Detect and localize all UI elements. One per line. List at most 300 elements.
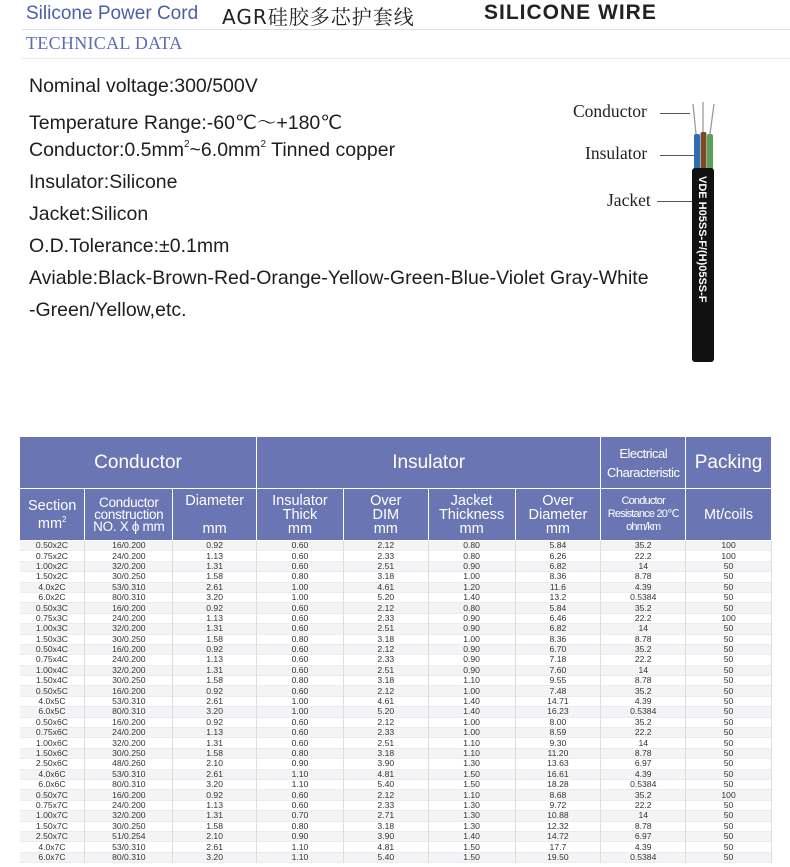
table-row bbox=[20, 644, 772, 654]
cell-jacket-thickness: 0.90 bbox=[428, 561, 515, 571]
cell-diameter: 3.20 bbox=[173, 592, 257, 602]
cell-over-dim: 2.71 bbox=[343, 811, 428, 821]
cell-section: 0.50x2C bbox=[20, 541, 85, 551]
cell-construction: 16/0.200 bbox=[85, 541, 173, 551]
section-title: TECHNICAL DATA bbox=[26, 33, 183, 53]
cell-diameter: 3.20 bbox=[173, 779, 257, 789]
table-row bbox=[20, 676, 772, 686]
cell-packing: 50 bbox=[686, 738, 772, 748]
cell-over-diameter: 7.18 bbox=[515, 655, 601, 665]
cell-jacket-thickness: 0.90 bbox=[428, 613, 515, 623]
col-construction-1: Conductor bbox=[99, 494, 159, 510]
cell-over-dim: 2.33 bbox=[343, 655, 428, 665]
cell-resistance: 0.5384 bbox=[601, 592, 686, 602]
cell-insulator-thick: 0.80 bbox=[257, 634, 344, 644]
cell-insulator-thick: 0.60 bbox=[257, 644, 344, 654]
cell-over-dim: 2.12 bbox=[343, 644, 428, 654]
cell-over-diameter: 8.00 bbox=[515, 717, 601, 727]
cell-jacket-thickness: 1.50 bbox=[428, 779, 515, 789]
cell-over-dim: 2.51 bbox=[343, 624, 428, 634]
table-body bbox=[20, 541, 772, 863]
col-over-dim-3: mm bbox=[373, 520, 398, 537]
cell-packing: 50 bbox=[686, 707, 772, 717]
col-section-2: mm bbox=[37, 515, 63, 532]
cell-section: 0.75x2C bbox=[20, 551, 85, 561]
cell-insulator-thick: 0.60 bbox=[257, 686, 344, 696]
brand-title: Silicone Power Cord bbox=[26, 3, 199, 24]
col-ins-thick-3: mm bbox=[287, 520, 313, 537]
cell-resistance: 0.5384 bbox=[601, 779, 686, 789]
col-ins-thick-1: Insulator bbox=[272, 492, 328, 509]
table-row bbox=[20, 790, 772, 800]
col-insulator-thick bbox=[257, 489, 344, 541]
cell-diameter: 1.58 bbox=[173, 572, 257, 582]
cell-diameter: 1.58 bbox=[173, 634, 257, 644]
cell-jacket-thickness: 1.00 bbox=[428, 634, 515, 644]
insulated-cores bbox=[694, 132, 713, 170]
cell-section: 0.50x3C bbox=[20, 603, 85, 613]
cell-resistance: 22.2 bbox=[601, 800, 686, 810]
cell-section: 0.50x5C bbox=[20, 686, 85, 696]
cell-packing: 100 bbox=[686, 551, 772, 561]
cell-construction: 24/0.200 bbox=[85, 551, 173, 561]
cell-over-dim: 4.81 bbox=[343, 769, 428, 779]
table-row bbox=[20, 811, 772, 821]
cell-jacket-thickness: 1.00 bbox=[428, 728, 515, 738]
cell-insulator-thick: 1.00 bbox=[257, 582, 344, 592]
spec-conductor bbox=[29, 139, 395, 162]
cell-diameter: 1.31 bbox=[173, 738, 257, 748]
cell-section: 1.50x2C bbox=[20, 572, 85, 582]
cable-print: VDE H05SS-F/(H)05SS-F bbox=[696, 176, 708, 303]
cell-section: 0.75x6C bbox=[20, 728, 85, 738]
section-divider bbox=[22, 58, 790, 59]
cell-section: 1.50x7C bbox=[20, 821, 85, 831]
cell-construction: 53/0.310 bbox=[85, 769, 173, 779]
cell-resistance: 4.39 bbox=[601, 696, 686, 706]
cell-resistance: 22.2 bbox=[601, 655, 686, 665]
cell-section: 4.0x6C bbox=[20, 769, 85, 779]
cell-jacket-thickness: 1.50 bbox=[428, 852, 515, 862]
table-row bbox=[20, 655, 772, 665]
cell-jacket-thickness: 1.00 bbox=[428, 717, 515, 727]
col-section-sup: 2 bbox=[62, 514, 67, 524]
cell-insulator-thick: 0.80 bbox=[257, 676, 344, 686]
table-row bbox=[20, 717, 772, 727]
cell-packing: 100 bbox=[686, 541, 772, 551]
cell-jacket-thickness: 0.80 bbox=[428, 541, 515, 551]
cell-jacket-thickness: 1.30 bbox=[428, 811, 515, 821]
cell-jacket-thickness: 0.80 bbox=[428, 603, 515, 613]
cell-jacket-thickness: 1.30 bbox=[428, 800, 515, 810]
cell-diameter: 1.31 bbox=[173, 561, 257, 571]
table-row bbox=[20, 831, 772, 841]
cell-packing: 50 bbox=[686, 686, 772, 696]
cell-section: 1.50x4C bbox=[20, 676, 85, 686]
cell-over-diameter: 13.2 bbox=[515, 592, 601, 602]
cell-resistance: 35.2 bbox=[601, 603, 686, 613]
cell-insulator-thick: 1.00 bbox=[257, 696, 344, 706]
cell-diameter: 1.13 bbox=[173, 613, 257, 623]
cell-packing: 50 bbox=[686, 759, 772, 769]
cell-jacket-thickness: 1.40 bbox=[428, 831, 515, 841]
cell-resistance: 8.78 bbox=[601, 572, 686, 582]
cell-over-dim: 3.90 bbox=[343, 759, 428, 769]
cell-resistance: 4.39 bbox=[601, 842, 686, 852]
cell-section: 1.50x6C bbox=[20, 748, 85, 758]
col-jacket-3: mm bbox=[459, 520, 484, 537]
group-insulator: Insulator bbox=[257, 437, 601, 489]
cell-insulator-thick: 0.60 bbox=[257, 665, 344, 675]
cell-diameter: 3.20 bbox=[173, 707, 257, 717]
cell-section: 1.50x3C bbox=[20, 634, 85, 644]
technical-data-table bbox=[19, 436, 772, 863]
cell-insulator-thick: 0.70 bbox=[257, 811, 344, 821]
cell-over-dim: 2.12 bbox=[343, 790, 428, 800]
cell-resistance: 14 bbox=[601, 624, 686, 634]
cell-insulator-thick: 1.10 bbox=[257, 852, 344, 862]
cell-construction: 16/0.200 bbox=[85, 644, 173, 654]
cell-over-diameter: 8.36 bbox=[515, 572, 601, 582]
cell-diameter: 1.31 bbox=[173, 624, 257, 634]
cell-resistance: 14 bbox=[601, 811, 686, 821]
spec-voltage: Nominal voltage:300/500V bbox=[29, 75, 258, 97]
col-section bbox=[20, 489, 85, 541]
cell-jacket-thickness: 1.10 bbox=[428, 790, 515, 800]
table-row bbox=[20, 696, 772, 706]
col-jacket-1: Jacket bbox=[450, 492, 493, 509]
col-over-dim-2: DIM bbox=[372, 506, 400, 523]
cell-construction: 16/0.200 bbox=[85, 717, 173, 727]
chinese-title: AGR硅胶多芯护套线 bbox=[222, 5, 415, 29]
cell-section: 1.00x6C bbox=[20, 738, 85, 748]
cell-resistance: 4.39 bbox=[601, 769, 686, 779]
cell-packing: 50 bbox=[686, 852, 772, 862]
cell-packing: 50 bbox=[686, 676, 772, 686]
cell-over-dim: 2.12 bbox=[343, 541, 428, 551]
cell-diameter: 1.31 bbox=[173, 811, 257, 821]
cell-insulator-thick: 0.60 bbox=[257, 541, 344, 551]
cell-over-dim: 2.33 bbox=[343, 800, 428, 810]
cell-insulator-thick: 0.80 bbox=[257, 821, 344, 831]
table-row bbox=[20, 603, 772, 613]
col-construction-3: NO. X ϕ mm bbox=[93, 518, 165, 534]
cell-over-diameter: 17.7 bbox=[515, 842, 601, 852]
cell-jacket-thickness: 0.90 bbox=[428, 665, 515, 675]
cell-packing: 50 bbox=[686, 696, 772, 706]
cell-construction: 53/0.310 bbox=[85, 582, 173, 592]
cell-over-diameter: 6.46 bbox=[515, 613, 601, 623]
cell-over-dim: 2.51 bbox=[343, 738, 428, 748]
cell-insulator-thick: 0.60 bbox=[257, 655, 344, 665]
cell-jacket-thickness: 1.30 bbox=[428, 821, 515, 831]
cell-resistance: 35.2 bbox=[601, 686, 686, 696]
cell-construction: 24/0.200 bbox=[85, 728, 173, 738]
cell-resistance: 8.78 bbox=[601, 821, 686, 831]
cell-construction: 80/0.310 bbox=[85, 852, 173, 862]
cell-diameter: 2.61 bbox=[173, 842, 257, 852]
cell-resistance: 22.2 bbox=[601, 551, 686, 561]
cell-insulator-thick: 0.90 bbox=[257, 831, 344, 841]
cell-packing: 50 bbox=[686, 717, 772, 727]
table-row bbox=[20, 842, 772, 852]
cell-over-dim: 2.33 bbox=[343, 613, 428, 623]
cell-diameter: 2.61 bbox=[173, 582, 257, 592]
cell-jacket-thickness: 1.40 bbox=[428, 696, 515, 706]
cell-resistance: 14 bbox=[601, 738, 686, 748]
cell-construction: 16/0.200 bbox=[85, 603, 173, 613]
col-resistance bbox=[601, 489, 686, 541]
cell-resistance: 6.97 bbox=[601, 759, 686, 769]
col-diameter-2: mm bbox=[202, 520, 227, 537]
cell-construction: 80/0.310 bbox=[85, 779, 173, 789]
cell-section: 1.00x4C bbox=[20, 665, 85, 675]
cell-section: 4.0x7C bbox=[20, 842, 85, 852]
cell-diameter: 1.58 bbox=[173, 676, 257, 686]
cell-over-diameter: 12.32 bbox=[515, 821, 601, 831]
cell-packing: 50 bbox=[686, 800, 772, 810]
cell-construction: 24/0.200 bbox=[85, 655, 173, 665]
cell-diameter: 1.13 bbox=[173, 551, 257, 561]
cell-over-dim: 5.40 bbox=[343, 852, 428, 862]
cell-over-dim: 5.40 bbox=[343, 779, 428, 789]
cell-over-diameter: 5.84 bbox=[515, 603, 601, 613]
cell-resistance: 8.78 bbox=[601, 748, 686, 758]
table-row bbox=[20, 738, 772, 748]
cell-packing: 50 bbox=[686, 842, 772, 852]
cell-jacket-thickness: 0.90 bbox=[428, 655, 515, 665]
col-jacket-thickness bbox=[428, 489, 515, 541]
cell-over-diameter: 16.23 bbox=[515, 707, 601, 717]
cell-jacket-thickness: 1.30 bbox=[428, 759, 515, 769]
cell-over-dim: 2.12 bbox=[343, 603, 428, 613]
col-construction bbox=[85, 489, 173, 541]
table-row bbox=[20, 624, 772, 634]
cell-insulator-thick: 0.60 bbox=[257, 624, 344, 634]
cell-packing: 100 bbox=[686, 613, 772, 623]
cell-construction: 32/0.200 bbox=[85, 811, 173, 821]
spec-available-2: -Green/Yellow,etc. bbox=[29, 299, 187, 321]
cell-insulator-thick: 0.60 bbox=[257, 738, 344, 748]
cell-over-dim: 4.61 bbox=[343, 696, 428, 706]
cell-construction: 30/0.250 bbox=[85, 634, 173, 644]
cell-construction: 30/0.250 bbox=[85, 676, 173, 686]
cell-diameter: 2.10 bbox=[173, 831, 257, 841]
cell-over-diameter: 11.6 bbox=[515, 582, 601, 592]
col-construction-2: construction bbox=[94, 506, 164, 522]
cell-construction: 53/0.310 bbox=[85, 696, 173, 706]
cell-over-dim: 4.81 bbox=[343, 842, 428, 852]
cell-jacket-thickness: 0.90 bbox=[428, 624, 515, 634]
cell-section: 0.75x7C bbox=[20, 800, 85, 810]
spec-conductor-sup2: 2 bbox=[260, 139, 267, 150]
cell-section: 1.00x7C bbox=[20, 811, 85, 821]
cell-over-diameter: 8.36 bbox=[515, 634, 601, 644]
cell-insulator-thick: 1.10 bbox=[257, 769, 344, 779]
cell-insulator-thick: 0.60 bbox=[257, 728, 344, 738]
cell-diameter: 1.31 bbox=[173, 665, 257, 675]
cell-jacket-thickness: 1.20 bbox=[428, 582, 515, 592]
conductor-strands bbox=[693, 102, 714, 134]
cell-diameter: 3.20 bbox=[173, 852, 257, 862]
col-packing: Mt/coils bbox=[686, 489, 772, 541]
cell-diameter: 0.92 bbox=[173, 603, 257, 613]
cell-section: 4.0x2C bbox=[20, 582, 85, 592]
cell-jacket-thickness: 1.50 bbox=[428, 769, 515, 779]
cell-packing: 50 bbox=[686, 655, 772, 665]
col-over-dia-2: Diameter bbox=[528, 506, 588, 523]
cell-over-dim: 5.20 bbox=[343, 707, 428, 717]
cell-construction: 32/0.200 bbox=[85, 561, 173, 571]
cell-construction: 24/0.200 bbox=[85, 613, 173, 623]
cell-over-diameter: 6.70 bbox=[515, 644, 601, 654]
table-row bbox=[20, 852, 772, 862]
cell-resistance: 35.2 bbox=[601, 644, 686, 654]
group-packing: Packing bbox=[686, 437, 772, 489]
cell-jacket-thickness: 1.00 bbox=[428, 686, 515, 696]
cell-packing: 50 bbox=[686, 665, 772, 675]
col-ins-thick-2: Thick bbox=[282, 506, 318, 523]
cell-resistance: 8.78 bbox=[601, 676, 686, 686]
cell-diameter: 1.13 bbox=[173, 655, 257, 665]
table-row bbox=[20, 707, 772, 717]
cell-resistance: 14 bbox=[601, 665, 686, 675]
cell-insulator-thick: 0.60 bbox=[257, 561, 344, 571]
cell-packing: 50 bbox=[686, 728, 772, 738]
cell-over-diameter: 9.55 bbox=[515, 676, 601, 686]
cell-packing: 100 bbox=[686, 790, 772, 800]
cell-over-dim: 2.51 bbox=[343, 561, 428, 571]
cell-section: 1.00x3C bbox=[20, 624, 85, 634]
cell-over-dim: 4.61 bbox=[343, 582, 428, 592]
cell-resistance: 0.5384 bbox=[601, 852, 686, 862]
cell-jacket-thickness: 1.50 bbox=[428, 842, 515, 852]
cell-diameter: 2.61 bbox=[173, 696, 257, 706]
cell-over-dim: 2.51 bbox=[343, 665, 428, 675]
table-row bbox=[20, 582, 772, 592]
cell-over-dim: 3.18 bbox=[343, 572, 428, 582]
cell-jacket-thickness: 1.10 bbox=[428, 676, 515, 686]
cell-construction: 80/0.310 bbox=[85, 707, 173, 717]
cell-over-diameter: 9.72 bbox=[515, 800, 601, 810]
label-jacket: Jacket bbox=[607, 190, 651, 210]
col-diameter bbox=[173, 489, 257, 541]
cell-section: 6.0x5C bbox=[20, 707, 85, 717]
cell-section: 0.50x4C bbox=[20, 644, 85, 654]
cell-packing: 50 bbox=[686, 811, 772, 821]
spec-conductor-b: ~6.0mm bbox=[189, 139, 261, 161]
cell-insulator-thick: 0.60 bbox=[257, 800, 344, 810]
cell-section: 0.75x4C bbox=[20, 655, 85, 665]
cell-construction: 30/0.250 bbox=[85, 748, 173, 758]
cell-resistance: 22.2 bbox=[601, 613, 686, 623]
cell-packing: 50 bbox=[686, 634, 772, 644]
col-diameter-1: Diameter bbox=[185, 492, 245, 509]
cell-section: 0.75x3C bbox=[20, 613, 85, 623]
cell-jacket-thickness: 1.40 bbox=[428, 592, 515, 602]
cell-diameter: 1.58 bbox=[173, 821, 257, 831]
cell-over-diameter: 6.82 bbox=[515, 624, 601, 634]
cell-over-dim: 3.18 bbox=[343, 676, 428, 686]
col-resist-3: ohm/km bbox=[626, 521, 661, 533]
cell-insulator-thick: 0.60 bbox=[257, 613, 344, 623]
cell-over-diameter: 16.61 bbox=[515, 769, 601, 779]
cell-resistance: 35.2 bbox=[601, 717, 686, 727]
cell-insulator-thick: 1.00 bbox=[257, 592, 344, 602]
cell-over-diameter: 7.48 bbox=[515, 686, 601, 696]
cell-over-diameter: 8.59 bbox=[515, 728, 601, 738]
cell-diameter: 1.13 bbox=[173, 800, 257, 810]
col-over-diameter bbox=[515, 489, 601, 541]
cell-packing: 50 bbox=[686, 644, 772, 654]
cell-over-dim: 2.33 bbox=[343, 551, 428, 561]
cell-insulator-thick: 0.60 bbox=[257, 790, 344, 800]
cell-over-diameter: 14.72 bbox=[515, 831, 601, 841]
cell-over-dim: 3.90 bbox=[343, 831, 428, 841]
cell-packing: 50 bbox=[686, 572, 772, 582]
cell-construction: 48/0.260 bbox=[85, 759, 173, 769]
group-electrical bbox=[601, 437, 686, 489]
group-conductor: Conductor bbox=[20, 437, 257, 489]
table-row bbox=[20, 561, 772, 571]
cell-packing: 50 bbox=[686, 624, 772, 634]
cell-resistance: 35.2 bbox=[601, 541, 686, 551]
group-electrical-1: Electrical bbox=[619, 445, 668, 461]
cell-construction: 30/0.250 bbox=[85, 572, 173, 582]
spec-conductor-c: Tinned copper bbox=[266, 139, 396, 161]
cell-over-diameter: 10.88 bbox=[515, 811, 601, 821]
cell-over-dim: 2.12 bbox=[343, 717, 428, 727]
cell-jacket-thickness: 1.40 bbox=[428, 707, 515, 717]
cell-construction: 24/0.200 bbox=[85, 800, 173, 810]
cell-packing: 50 bbox=[686, 821, 772, 831]
cell-over-diameter: 7.60 bbox=[515, 665, 601, 675]
label-conductor: Conductor bbox=[573, 101, 647, 121]
cell-packing: 50 bbox=[686, 831, 772, 841]
cell-section: 2.50x7C bbox=[20, 831, 85, 841]
cell-section: 6.0x6C bbox=[20, 779, 85, 789]
cell-diameter: 1.58 bbox=[173, 748, 257, 758]
cell-over-diameter: 18.28 bbox=[515, 779, 601, 789]
cell-jacket-thickness: 0.80 bbox=[428, 551, 515, 561]
cell-section: 2.50x6C bbox=[20, 759, 85, 769]
cell-construction: 16/0.200 bbox=[85, 790, 173, 800]
table-row bbox=[20, 551, 772, 561]
cell-section: 0.50x6C bbox=[20, 717, 85, 727]
cell-over-diameter: 6.26 bbox=[515, 551, 601, 561]
cell-insulator-thick: 0.60 bbox=[257, 717, 344, 727]
cell-jacket-thickness: 1.10 bbox=[428, 748, 515, 758]
spec-tolerance: O.D.Tolerance:±0.1mm bbox=[29, 235, 230, 257]
cell-resistance: 35.2 bbox=[601, 790, 686, 800]
cell-over-diameter: 13.63 bbox=[515, 759, 601, 769]
table-row bbox=[20, 613, 772, 623]
cell-over-diameter: 14.71 bbox=[515, 696, 601, 706]
col-over-dim bbox=[343, 489, 428, 541]
table-row bbox=[20, 541, 772, 551]
spec-insulator: Insulator:Silicone bbox=[29, 171, 178, 193]
cell-diameter: 0.92 bbox=[173, 686, 257, 696]
cell-diameter: 2.10 bbox=[173, 759, 257, 769]
cell-construction: 30/0.250 bbox=[85, 821, 173, 831]
header-divider bbox=[22, 29, 790, 30]
cell-resistance: 22.2 bbox=[601, 728, 686, 738]
cell-section: 4.0x5C bbox=[20, 696, 85, 706]
cell-jacket-thickness: 1.00 bbox=[428, 572, 515, 582]
cell-diameter: 2.61 bbox=[173, 769, 257, 779]
cell-packing: 50 bbox=[686, 582, 772, 592]
cell-diameter: 0.92 bbox=[173, 541, 257, 551]
